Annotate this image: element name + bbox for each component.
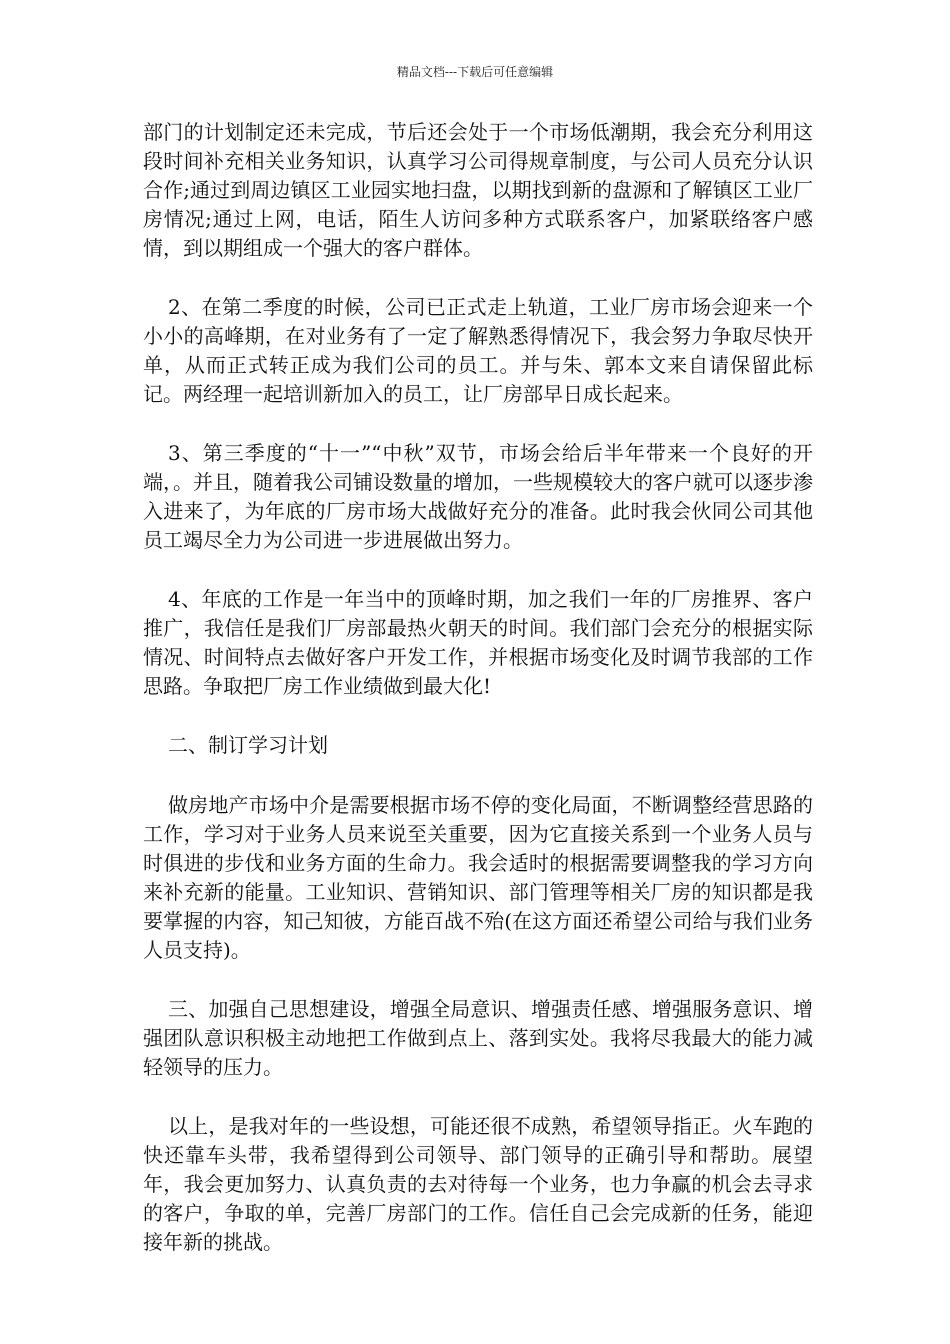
paragraph-plan-q4: 4、年底的工作是一年当中的顶峰时期，加之我们一年的厂房推界、客户推广，我信任是我们厂房部最热火朝天的时间。我们部门会充分的根据实际情况、时间特点去做好客户开发工作，并根据市场变化及时调节我部的工作思路。争取把厂房工作业绩做到最大化! [143, 587, 813, 698]
paragraph-plan-q1: 部门的计划制定还未完成，节后还会处于一个市场低潮期，我会充分利用这段时间补充相关业务知识，认真学习公司得规章制度，与公司人员充分认识合作;通过到周边镇区工业园实地扫盘，以期找到新的盘源和了解镇区工业厂房情况;通过上网，电话，陌生人访问多种方式联系客户，加紧联络客户感情，到以期组成一个强大的客户群体。 [143, 120, 813, 260]
section-heading-study-plan: 二、制订学习计划 [168, 733, 328, 757]
paragraph-plan-q3: 3、第三季度的“十一”“中秋”双节，市场会给后半年带来一个良好的开端，。并且，随着我公司铺设数量的增加，一些规模较大的客户就可以逐步渗入进来了，为年底的厂房市场大战做好充分的准备。此时我会伙同公司其他员工竭尽全力为公司进一步进展做出努力。 [143, 441, 813, 552]
paragraph-ideology: 三、加强自己思想建设，增强全局意识、增强责任感、增强服务意识、增强团队意识积极主动地把工作做到点上、落到实处。我将尽我最大的能力减轻领导的压力。 [143, 997, 813, 1079]
paragraph-conclusion: 以上，是我对年的一些设想，可能还很不成熟，希望领导指正。火车跑的快还靠车头带，我希望得到公司领导、部门领导的正确引导和帮助。展望年，我会更加努力、认真负责的去对待每一个业务，也力争赢的机会去寻求的客户，争取的单，完善厂房部门的工作。信任自己会完成新的任务，能迎接年新的挑战。 [143, 1114, 813, 1254]
paragraph-study-plan: 做房地产市场中介是需要根据市场不停的变化局面，不断调整经营思路的工作，学习对于业务人员来说至关重要，因为它直接关系到一个业务人员与时俱进的步伐和业务方面的生命力。我会适时的根据需要调整我的学习方向来补充新的能量。工业知识、营销知识、部门管理等相关厂房的知识都是我要掌握的内容，知己知彼，方能百战不殆(在这方面还希望公司给与我们业务人员支持)。 [143, 793, 813, 962]
document-body [143, 118, 813, 1287]
page-header: 精品文档---下载后可任意编辑 [396, 65, 554, 79]
paragraph-plan-q2: 2、在第二季度的时候，公司已正式走上轨道，工业厂房市场会迎来一个小小的高峰期，在对业务有了一定了解熟悉得情况下，我会努力争取尽快开单，从而正式转正成为我们公司的员工。并与朱、郭本文来自请保留此标记。两经理一起培训新加入的员工，让厂房部早日成长起来。 [143, 295, 813, 406]
